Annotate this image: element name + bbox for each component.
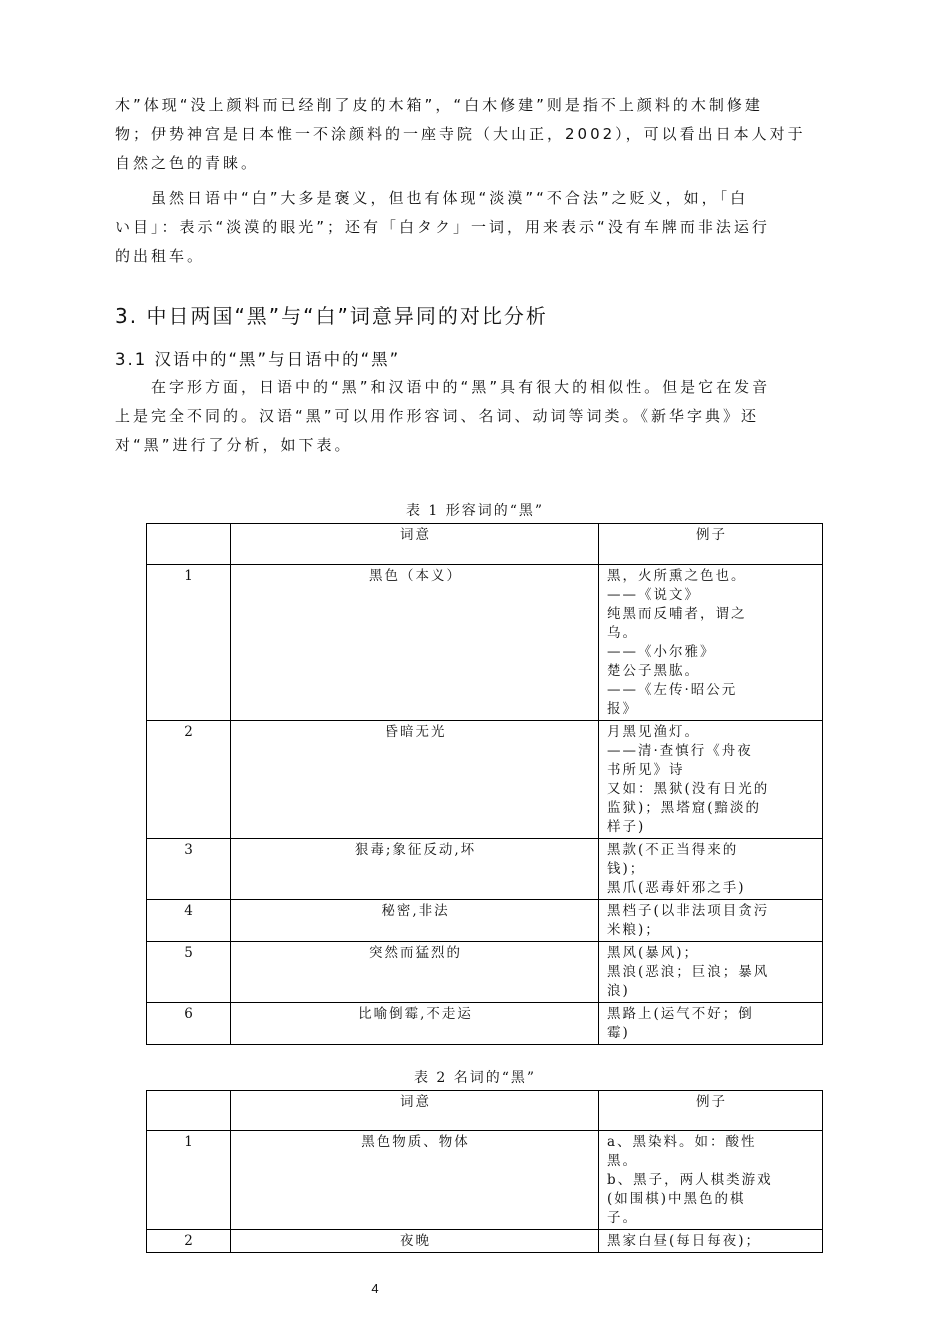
table-row bbox=[147, 942, 823, 1003]
examples-cell bbox=[599, 1131, 823, 1230]
table-header-cell bbox=[147, 1091, 231, 1131]
example-line: b、黑子，两人棋类游戏 bbox=[607, 1172, 773, 1188]
meaning-cell: 黑色（本义） bbox=[231, 565, 599, 721]
paragraph-line: い目」：表示“淡漠的眼光”；还有「白タク」一词，用来表示“没有车牌而非法运行 bbox=[115, 218, 770, 236]
meaning-cell: 比喻倒霉,不走运 bbox=[231, 1003, 599, 1045]
example-line: 黑。 bbox=[607, 1153, 638, 1169]
example-line: (如围棋)中黑色的棋 bbox=[607, 1191, 746, 1207]
paragraph-line: 自然之色的青睐。 bbox=[115, 154, 260, 172]
example-line: 黑路上(运气不好；倒 bbox=[607, 1006, 754, 1022]
examples-cell bbox=[599, 721, 823, 839]
example-line: 月黑见渔灯。 bbox=[607, 724, 700, 740]
example-line: 黑档子(以非法项目贪污 bbox=[607, 903, 770, 919]
examples-cell bbox=[599, 1230, 823, 1253]
example-line: 监狱)；黑塔窟(黯淡的 bbox=[607, 800, 762, 816]
example-line: 霉) bbox=[607, 1025, 630, 1041]
page-number: 4 bbox=[371, 1281, 379, 1296]
row-number-cell: 2 bbox=[147, 721, 231, 839]
row-number-cell: 2 bbox=[147, 1230, 231, 1253]
example-line: 钱)； bbox=[607, 861, 646, 877]
meaning-cell: 黑色物质、物体 bbox=[231, 1131, 599, 1230]
table-row bbox=[147, 1003, 823, 1045]
table-header-cell: 词意 bbox=[231, 524, 599, 565]
table-header-row bbox=[147, 524, 823, 565]
paragraph-line: 的出租车。 bbox=[115, 247, 206, 265]
table2-caption: 表 2 名词的“黑” bbox=[413, 1070, 537, 1086]
meaning-cell: 突然而猛烈的 bbox=[231, 942, 599, 1003]
row-number-cell: 5 bbox=[147, 942, 231, 1003]
examples-cell bbox=[599, 839, 823, 900]
example-line: 黑浪(恶浪；巨浪；暴风 bbox=[607, 964, 770, 980]
example-line: 黑爪(恶毒奸邪之手) bbox=[607, 880, 746, 896]
table-row bbox=[147, 721, 823, 839]
paragraph-line: 在字形方面，日语中的“黑”和汉语中的“黑”具有很大的相似性。但是它在发音 bbox=[115, 378, 771, 396]
example-line: ——《说文》 bbox=[607, 587, 700, 603]
section-heading-3: 3. 中日两国“黑”与“白”词意异同的对比分析 bbox=[115, 304, 548, 328]
example-line: 报》 bbox=[607, 701, 638, 717]
row-number-cell: 6 bbox=[147, 1003, 231, 1045]
example-line: 浪) bbox=[607, 983, 630, 999]
table1-caption: 表 1 形容词的“黑” bbox=[405, 503, 545, 519]
paragraph-hei-chinese bbox=[115, 373, 860, 460]
table-row bbox=[147, 565, 823, 721]
table-noun-hei bbox=[146, 1090, 823, 1253]
row-number-cell: 1 bbox=[147, 565, 231, 721]
examples-cell bbox=[599, 1003, 823, 1045]
example-line: 黑款(不正当得来的 bbox=[607, 842, 739, 858]
table-header-cell bbox=[147, 524, 231, 565]
example-line: 黑，火所熏之色也。 bbox=[607, 568, 747, 584]
example-line: 乌。 bbox=[607, 625, 638, 641]
example-line: 书所见》诗 bbox=[607, 762, 685, 778]
paragraph-bai-negative bbox=[115, 184, 860, 271]
example-line: 又如：黑狱(没有日光的 bbox=[607, 781, 770, 797]
meaning-cell: 狠毒;象征反动,坏 bbox=[231, 839, 599, 900]
paragraph-line: 木”体现“没上颜料而已经削了皮的木箱”，“白木修建”则是指不上颜料的木制修建 bbox=[115, 96, 763, 114]
table-adjective-hei bbox=[146, 523, 823, 1045]
table-row bbox=[147, 1230, 823, 1253]
table-row bbox=[147, 1131, 823, 1230]
meaning-cell: 昏暗无光 bbox=[231, 721, 599, 839]
table-header-cell: 词意 bbox=[231, 1091, 599, 1131]
examples-cell bbox=[599, 565, 823, 721]
paragraph-baimu bbox=[115, 91, 860, 178]
meaning-cell: 秘密,非法 bbox=[231, 900, 599, 942]
example-line: 米粮)； bbox=[607, 922, 661, 938]
example-line: 黑风(暴风)； bbox=[607, 945, 700, 961]
examples-cell bbox=[599, 942, 823, 1003]
example-line: 子。 bbox=[607, 1210, 638, 1226]
example-line: 样子) bbox=[607, 819, 646, 835]
example-line: 楚公子黑肱。 bbox=[607, 663, 700, 679]
paragraph-line: 虽然日语中“白”大多是褒义，但也有体现“淡漠”“不合法”之贬义，如，「白 bbox=[115, 189, 749, 207]
paragraph-line: 对“黑”进行了分析，如下表。 bbox=[115, 436, 353, 454]
row-number-cell: 3 bbox=[147, 839, 231, 900]
examples-cell bbox=[599, 900, 823, 942]
subsection-heading-3-1: 3.1 汉语中的“黑”与日语中的“黑” bbox=[115, 350, 401, 369]
example-line: 纯黑而反哺者，谓之 bbox=[607, 606, 747, 622]
row-number-cell: 4 bbox=[147, 900, 231, 942]
example-line: ——清·查慎行《舟夜 bbox=[607, 743, 753, 759]
paragraph-line: 上是完全不同的。汉语“黑”可以用作形容词、名词、动词等词类。《新华字典》还 bbox=[115, 407, 760, 425]
example-line: a、黑染料。如：酸性 bbox=[607, 1134, 757, 1150]
table-row bbox=[147, 839, 823, 900]
example-line: ——《左传·昭公元 bbox=[607, 682, 738, 698]
table-header-cell: 例子 bbox=[599, 524, 823, 565]
table-row bbox=[147, 900, 823, 942]
row-number-cell: 1 bbox=[147, 1131, 231, 1230]
meaning-cell: 夜晚 bbox=[231, 1230, 599, 1253]
table-header-cell: 例子 bbox=[599, 1091, 823, 1131]
paragraph-line: 物；伊势神宫是日本惟一不涂颜料的一座寺院（大山正，2002），可以看出日本人对于 bbox=[115, 125, 806, 143]
example-line: 黑家白昼(每日每夜)； bbox=[607, 1233, 762, 1249]
example-line: ——《小尔雅》 bbox=[607, 644, 716, 660]
table-header-row bbox=[147, 1091, 823, 1131]
